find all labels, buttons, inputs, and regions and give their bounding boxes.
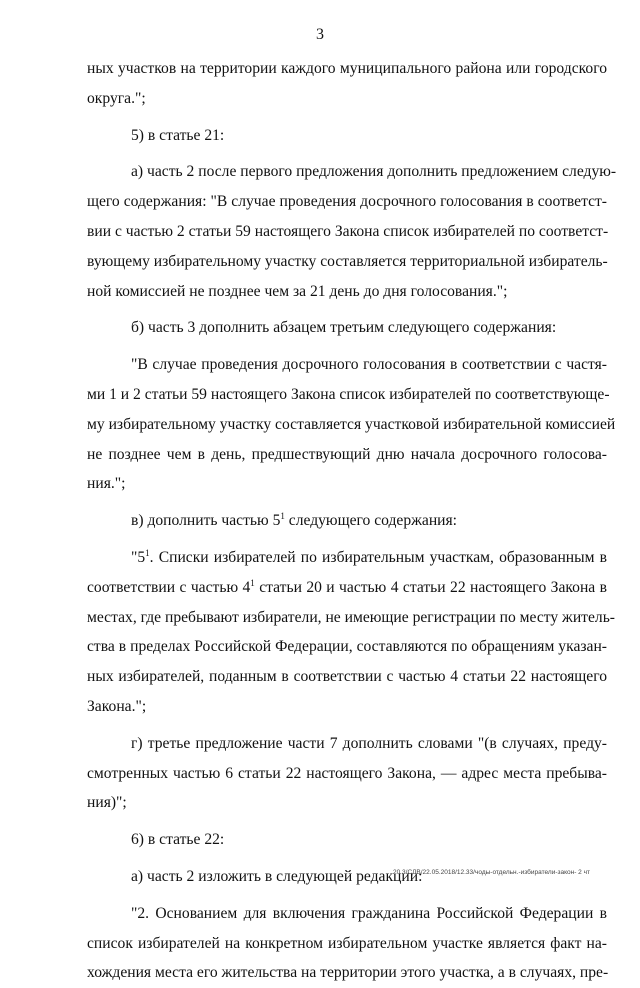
line-text: в) дополнить частью 5	[131, 512, 281, 530]
text-line	[87, 440, 607, 470]
line-text: ных участков на территории каждого муниципального района или городского	[87, 60, 607, 77]
line-text: не позднее чем в день, предшествующий дню начала досрочного голосова-	[87, 445, 607, 463]
line-text: "2. Основанием для включения гражданина Российской Федерации в	[131, 904, 607, 922]
text-line	[87, 277, 607, 307]
line-text: хождения места его жительства на территории этого участка, а в случаях, пре-	[87, 964, 609, 982]
text-line	[87, 788, 607, 818]
text-line	[87, 662, 607, 692]
paragraph-gap	[87, 306, 607, 313]
line-text: щего содержания: "В случае проведения досрочного голосования в соответст-	[87, 193, 607, 211]
text-line	[87, 506, 607, 536]
paragraph-gap	[87, 892, 607, 899]
line-text: вующему избирательному участку составляется территориальной избиратель-	[87, 252, 608, 270]
line-text: ния.";	[87, 475, 126, 493]
line-text: а) часть 2 изложить в следующей редакции:	[131, 867, 423, 885]
text-line	[87, 350, 607, 380]
text-line	[87, 187, 607, 217]
line-text: ных избирателей, поданным в соответствии с частью 4 статьи 22 настоящего	[87, 668, 607, 686]
line-text: Закона.";	[87, 697, 147, 715]
text-line	[87, 84, 607, 114]
text-line	[87, 929, 607, 959]
line-text: "В случае проведения досрочного голосования в соответствии с частя-	[131, 356, 607, 374]
line-text: округа.";	[87, 89, 146, 107]
paragraph-gap	[87, 855, 607, 862]
text-line	[87, 759, 607, 789]
text-line	[87, 247, 607, 277]
line-text: список избирателей на конкретном избирательном участке является факт на-	[87, 934, 607, 952]
text-line	[87, 603, 616, 633]
paragraph-gap	[87, 536, 607, 543]
superscript: 1	[250, 577, 255, 588]
line-text: местах, где пребывают избиратели, не имеющие регистрации по месту житель-	[87, 608, 616, 626]
line-text-after: следующего содержания:	[284, 512, 458, 530]
footer-document-code: 20 3/СДВ/22.05.2018/12.33/чоды-отдельн.-избиратели-закон- 2 чт	[393, 869, 590, 876]
text-line	[87, 217, 607, 247]
paragraph-gap	[87, 818, 607, 825]
paragraph-gap	[87, 499, 607, 506]
text-line	[87, 862, 607, 892]
line-text: ства в пределах Российской Федерации, составляются по обращениям указан-	[87, 638, 607, 656]
text-line	[87, 692, 607, 722]
line-text-after: . Списки избирателей по избирательным участкам, образованным в	[149, 548, 607, 566]
line-text: ми 1 и 2 статьи 59 настоящего Закона список избирателей по соответствующе-	[87, 385, 610, 403]
paragraph-gap	[87, 722, 607, 729]
text-line	[87, 543, 607, 573]
text-line	[87, 410, 616, 440]
line-text: б) часть 3 дополнить абзацем третьим следующего содержания:	[131, 319, 557, 337]
superscript: 1	[145, 547, 150, 558]
line-text: 5) в статье 21:	[131, 126, 225, 144]
line-text: г) третье предложение части 7 дополнить словами "(в случаях, преду-	[131, 734, 607, 752]
text-line	[87, 157, 617, 187]
line-text-after: статьи 20 и частью 4 статьи 22 настоящего Закона в	[254, 578, 607, 596]
text-line	[87, 469, 607, 499]
text-line	[87, 54, 607, 84]
text-line	[87, 899, 607, 929]
text-line	[87, 380, 610, 410]
paragraph-gap	[87, 150, 607, 157]
text-line	[87, 729, 607, 759]
text-line	[87, 573, 607, 603]
line-text: смотренных частью 6 статьи 22 настоящего Закона, — адрес места пребыва-	[87, 764, 607, 782]
paragraph-gap	[87, 343, 607, 350]
line-text: ной комиссией не позднее чем за 21 день до дня голосования.";	[87, 282, 508, 300]
superscript: 1	[280, 511, 285, 522]
line-text: "5	[131, 548, 146, 566]
line-text: ния)";	[87, 794, 127, 812]
text-line	[87, 313, 607, 343]
paragraph-gap	[87, 114, 607, 121]
line-text: а) часть 2 после первого предложения дополнить предложением следую-	[131, 163, 617, 181]
line-text: соответствии с частью 4	[87, 578, 251, 596]
page-number: 3	[316, 26, 324, 43]
line-text: му избирательному участку составляется участковой избирательной комиссией	[87, 415, 616, 433]
line-text: 6) в статье 22:	[131, 831, 225, 849]
text-line	[87, 958, 607, 988]
document-body	[87, 54, 617, 988]
text-line	[87, 825, 607, 855]
text-line	[87, 632, 607, 662]
text-line	[87, 121, 607, 151]
line-text: вии с частью 2 статьи 59 настоящего Закона список избирателей по соответст-	[87, 222, 609, 240]
